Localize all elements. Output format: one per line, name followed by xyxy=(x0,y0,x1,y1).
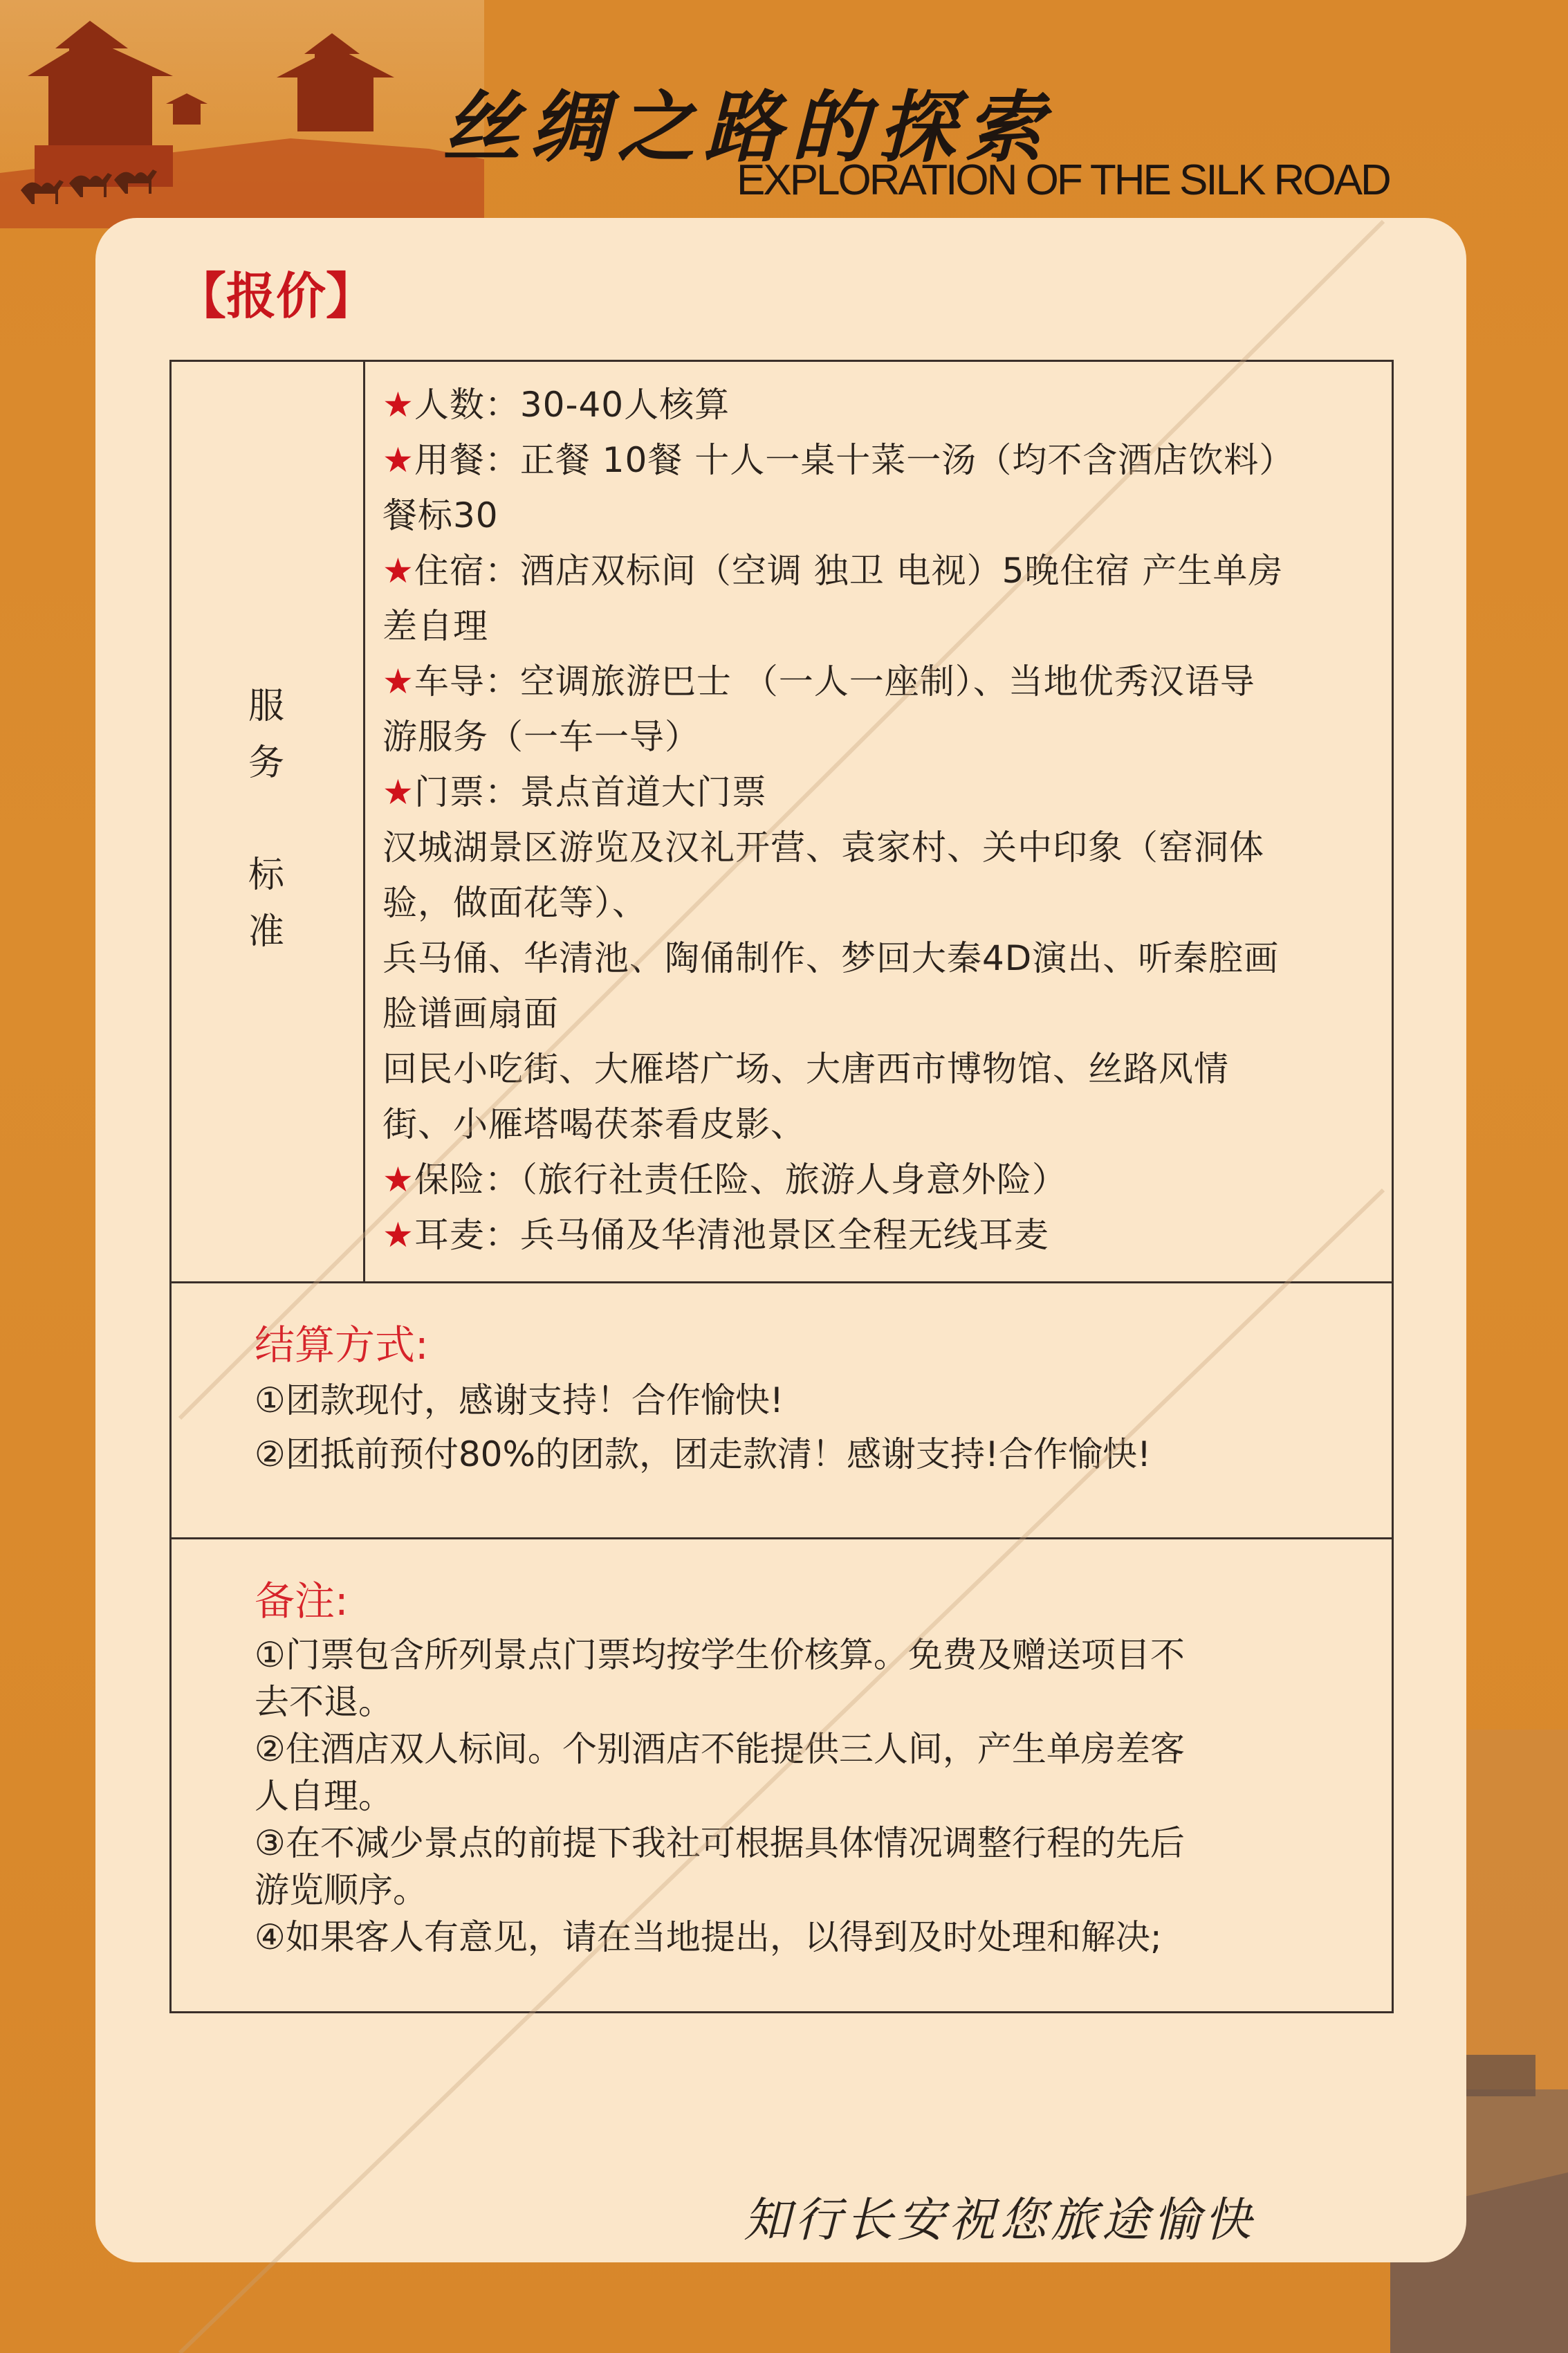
service-item-text: 汉城湖景区游览及汉礼开营、袁家村、关中印象（窑洞体 xyxy=(382,827,1264,868)
note-line: 人自理。 xyxy=(255,1776,393,1816)
note-line: ①门票包含所列景点门票均按学生价核算。免费及赠送项目不 xyxy=(255,1635,1185,1675)
notes-section xyxy=(255,1577,1375,1961)
service-item xyxy=(382,765,1378,820)
service-item-text: 用餐：正餐 10餐 十人一桌十菜一汤（均不含酒店饮料） xyxy=(414,440,1295,480)
service-item xyxy=(382,709,1378,765)
service-item xyxy=(382,1152,1378,1207)
star-icon: ★ xyxy=(382,551,414,591)
page-title-english: EXPLORATION OF THE SILK ROAD xyxy=(737,156,1390,204)
service-item-text: 耳麦：兵马俑及华清池景区全程无线耳麦 xyxy=(414,1215,1049,1255)
star-icon: ★ xyxy=(382,1160,414,1200)
service-item xyxy=(382,432,1378,488)
service-item-text: 人数：30-40人核算 xyxy=(414,385,730,425)
header-fortress-illustration xyxy=(0,0,484,228)
note-line: ②住酒店双人标间。个别酒店不能提供三人间，产生单房差客 xyxy=(255,1729,1185,1769)
label-char: 服 xyxy=(248,686,284,727)
service-standard-label xyxy=(239,678,294,960)
table-row-divider xyxy=(169,1537,1394,1539)
label-char: 准 xyxy=(248,911,284,953)
service-item xyxy=(382,488,1378,543)
service-item-text: 街、小雁塔喝茯茶看皮影、 xyxy=(382,1104,806,1144)
service-item xyxy=(382,654,1378,709)
page-title-chinese: 丝绸之路的探索 xyxy=(443,82,1053,173)
note-line: ④如果客人有意见，请在当地提出，以得到及时处理和解决; xyxy=(255,1917,1162,1957)
service-item xyxy=(382,875,1378,931)
service-item-text: 差自理 xyxy=(382,606,488,646)
service-item xyxy=(382,820,1378,875)
service-item xyxy=(382,543,1378,598)
service-item xyxy=(382,986,1378,1041)
settlement-line: ②团抵前预付80%的团款，团走款清！感谢支持!合作愉快! xyxy=(255,1434,1152,1474)
service-item xyxy=(382,1207,1378,1263)
table-row-divider xyxy=(169,1281,1394,1283)
settlement-section xyxy=(255,1318,1375,1481)
service-item-text: 门票：景点首道大门票 xyxy=(414,772,767,812)
note-line: 去不退。 xyxy=(255,1682,393,1722)
settlement-title: 结算方式: xyxy=(255,1321,429,1368)
label-char: 务 xyxy=(248,742,284,784)
service-item-text: 餐标30 xyxy=(382,495,499,535)
service-item-text: 脸谱画扇面 xyxy=(382,994,559,1034)
service-item-text: 保险：（旅行社责任险、旅游人身意外险） xyxy=(414,1160,1067,1200)
table-column-divider xyxy=(363,360,365,1283)
star-icon: ★ xyxy=(382,772,414,812)
star-icon: ★ xyxy=(382,661,414,702)
settlement-line: ①团款现付，感谢支持！合作愉快! xyxy=(255,1380,784,1420)
notes-title: 备注: xyxy=(255,1577,349,1624)
service-item xyxy=(382,598,1378,654)
label-char: 标 xyxy=(248,854,284,896)
footer-slogan: 知行长安祝您旅途愉快 xyxy=(744,2193,1256,2248)
section-title-quote: 【报价】 xyxy=(176,267,376,325)
note-line: 游览顺序。 xyxy=(255,1870,427,1910)
service-item xyxy=(382,377,1378,432)
service-item-text: 兵马俑、华清池、陶俑制作、梦回大秦4D演出、听秦腔画 xyxy=(382,938,1280,978)
note-line: ③在不减少景点的前提下我社可根据具体情况调整行程的先后 xyxy=(255,1823,1185,1863)
service-item xyxy=(382,1041,1378,1097)
service-item xyxy=(382,931,1378,986)
service-item-text: 住宿：酒店双标间（空调 独卫 电视）5晚住宿 产生单房 xyxy=(414,551,1284,591)
service-item-text: 验，做面花等）、 xyxy=(382,883,647,923)
star-icon: ★ xyxy=(382,440,414,480)
star-icon: ★ xyxy=(382,385,414,425)
service-item-text: 回民小吃街、大雁塔广场、大唐西市博物馆、丝路风情 xyxy=(382,1049,1229,1089)
service-item-text: 游服务（一车一导） xyxy=(382,717,700,757)
service-standard-list xyxy=(382,377,1378,1263)
star-icon: ★ xyxy=(382,1215,414,1255)
service-item-text: 车导：空调旅游巴士 （一人一座制）、当地优秀汉语导 xyxy=(414,661,1255,702)
service-item xyxy=(382,1097,1378,1152)
